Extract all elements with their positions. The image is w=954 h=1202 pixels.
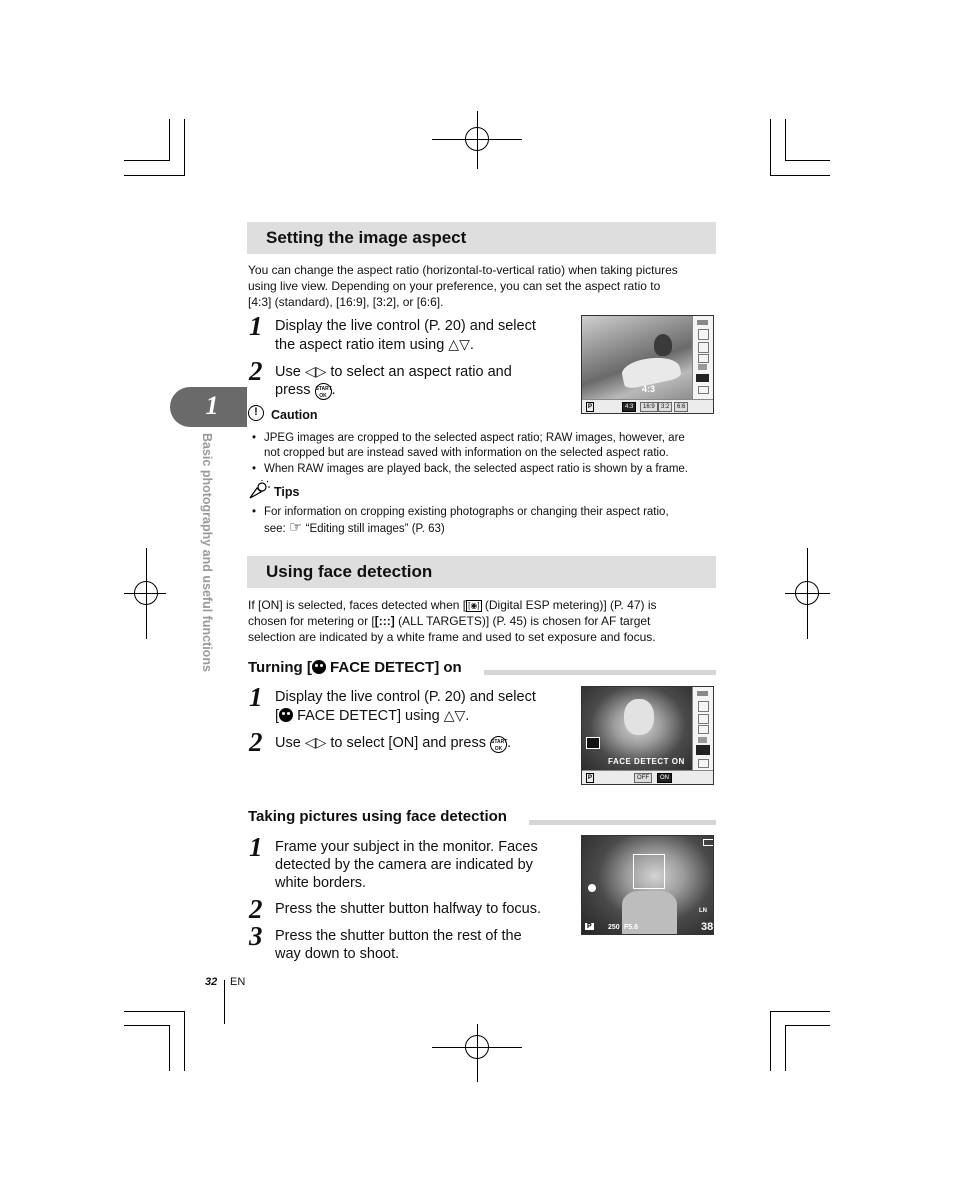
taking-step2-text: Press the shutter button halfway to focus. — [275, 901, 541, 917]
esp-metering-icon: [◉] — [468, 601, 480, 610]
section-title-face: Using face detection — [247, 556, 716, 588]
side-menu — [692, 687, 713, 772]
step-number: 2 — [249, 727, 263, 757]
aspect-option-3-2[interactable]: 3:2 — [658, 402, 672, 412]
caution-icon: ! — [248, 405, 264, 421]
tips-icon — [248, 480, 270, 500]
all-targets-icon: [:::] — [374, 614, 395, 628]
aspect-step2-text: Use ◁▷ to select an aspect ratio and press START OK . — [275, 363, 512, 399]
ok-button-icon: START OK — [490, 736, 507, 753]
face-detect-on-option[interactable]: ON — [657, 773, 672, 783]
camera-screen-face-detect — [581, 686, 714, 785]
hand-pointer-icon: ☞ — [288, 519, 303, 536]
face-detect-icon — [279, 708, 293, 722]
quality-indicator: LN — [699, 908, 707, 914]
up-down-arrows-icon: △▽ — [448, 336, 470, 352]
aspect-ratio-label: 4:3 — [642, 384, 656, 394]
step-number: 3 — [249, 921, 263, 951]
chapter-number: 1 — [205, 391, 219, 420]
left-right-arrows-icon: ◁▷ — [304, 363, 327, 379]
subhead-turning: Turning [ FACE DETECT] on — [248, 659, 462, 676]
up-down-arrows-icon: △▽ — [443, 707, 466, 723]
bullet-dot: • — [252, 506, 257, 518]
taking-step1-text: Frame your subject in the monitor. Faces detected by the camera are indicated by white borders. — [275, 839, 538, 891]
bullet-dot: • — [252, 463, 257, 475]
caution-bullet-1: JPEG images are cropped to the selected aspect ratio; RAW images, however, are not cropped but are instead saved with information on the selected aspect ratio. — [264, 432, 685, 459]
battery-icon — [703, 839, 714, 846]
face-intro: If [ON] is selected, faces detected when [ [◉] (Digital ESP metering)] (P. 47) is chosen for metering or [[:::] (ALL TARGETS)] (P. 45) is chosen for AF target selection are indicated by a white frame and used to set exposure and focus. — [248, 598, 657, 644]
caution-bullet-2: When RAW images are played back, the selected aspect ratio is shown by a frame. — [264, 463, 688, 475]
mode-indicator: P — [588, 404, 593, 410]
shots-remaining: 38 — [701, 921, 714, 933]
face-indicator — [586, 737, 600, 749]
face-detect-banner: FACE DETECT ON — [608, 757, 685, 766]
face-step2-text: Use ◁▷ to select [ON] and press START OK . — [275, 734, 512, 752]
step-number: 1 — [249, 832, 263, 862]
aspect-option-4-3[interactable]: 4:3 — [622, 402, 636, 412]
face-step1-text: Display the live control (P. 20) and select [ FACE DETECT] using △▽. — [275, 689, 536, 724]
caution-label: Caution — [271, 408, 318, 422]
section-title-aspect: Setting the image aspect — [247, 222, 716, 254]
shutter-speed: 250 — [608, 924, 620, 931]
step-number: 2 — [249, 894, 263, 924]
aspect-intro: You can change the aspect ratio (horizontal-to-vertical ratio) when taking pictures using live view. Depending on your preference, you can set the aspect ratio to [4:3] (standard), [16:9], [3:2], or [6:6]. — [248, 263, 678, 309]
subject-silhouette — [654, 334, 672, 356]
bottom-bar — [582, 770, 713, 784]
scene-photo — [582, 316, 694, 401]
bullet-dot: • — [252, 432, 257, 444]
mode-indicator: P — [588, 775, 593, 781]
tips-bullet: For information on cropping existing photographs or changing their aspect ratio, see: ☞ “Editing still images” (P. 63) — [264, 506, 669, 536]
bottom-bar — [582, 399, 713, 413]
face-detect-indicator — [588, 884, 596, 892]
taking-step3-text: Press the shutter button the rest of the way down to shoot. — [275, 928, 522, 962]
side-menu — [692, 316, 713, 401]
subhead-taking: Taking pictures using face detection — [248, 808, 507, 825]
camera-screen-aspect — [581, 315, 714, 414]
mode-indicator: P — [587, 923, 592, 930]
face-frame — [633, 854, 665, 889]
camera-screen-shooting — [581, 835, 714, 935]
page-number: 32 — [205, 976, 218, 988]
face-detect-off-option[interactable]: OFF — [634, 773, 652, 783]
face-detect-icon — [312, 660, 326, 674]
child-face — [624, 699, 654, 735]
ok-button-icon: START OK — [315, 383, 332, 400]
tips-label: Tips — [274, 485, 300, 499]
aspect-step1-text: Display the live control (P. 20) and select the aspect ratio item using △▽. — [275, 318, 536, 353]
step-number: 1 — [249, 311, 263, 341]
subhead-rule — [529, 820, 716, 825]
step-number: 2 — [249, 356, 263, 386]
aspect-option-6-6[interactable]: 6:6 — [674, 402, 688, 412]
chapter-label: Basic photography and useful functions — [200, 433, 214, 672]
language-code: EN — [230, 976, 246, 988]
aspect-option-16-9[interactable]: 16:9 — [640, 402, 658, 412]
subhead-rule — [484, 670, 716, 675]
left-right-arrows-icon: ◁▷ — [304, 734, 327, 750]
step-number: 1 — [249, 682, 263, 712]
aperture-value: F5.6 — [624, 924, 639, 931]
